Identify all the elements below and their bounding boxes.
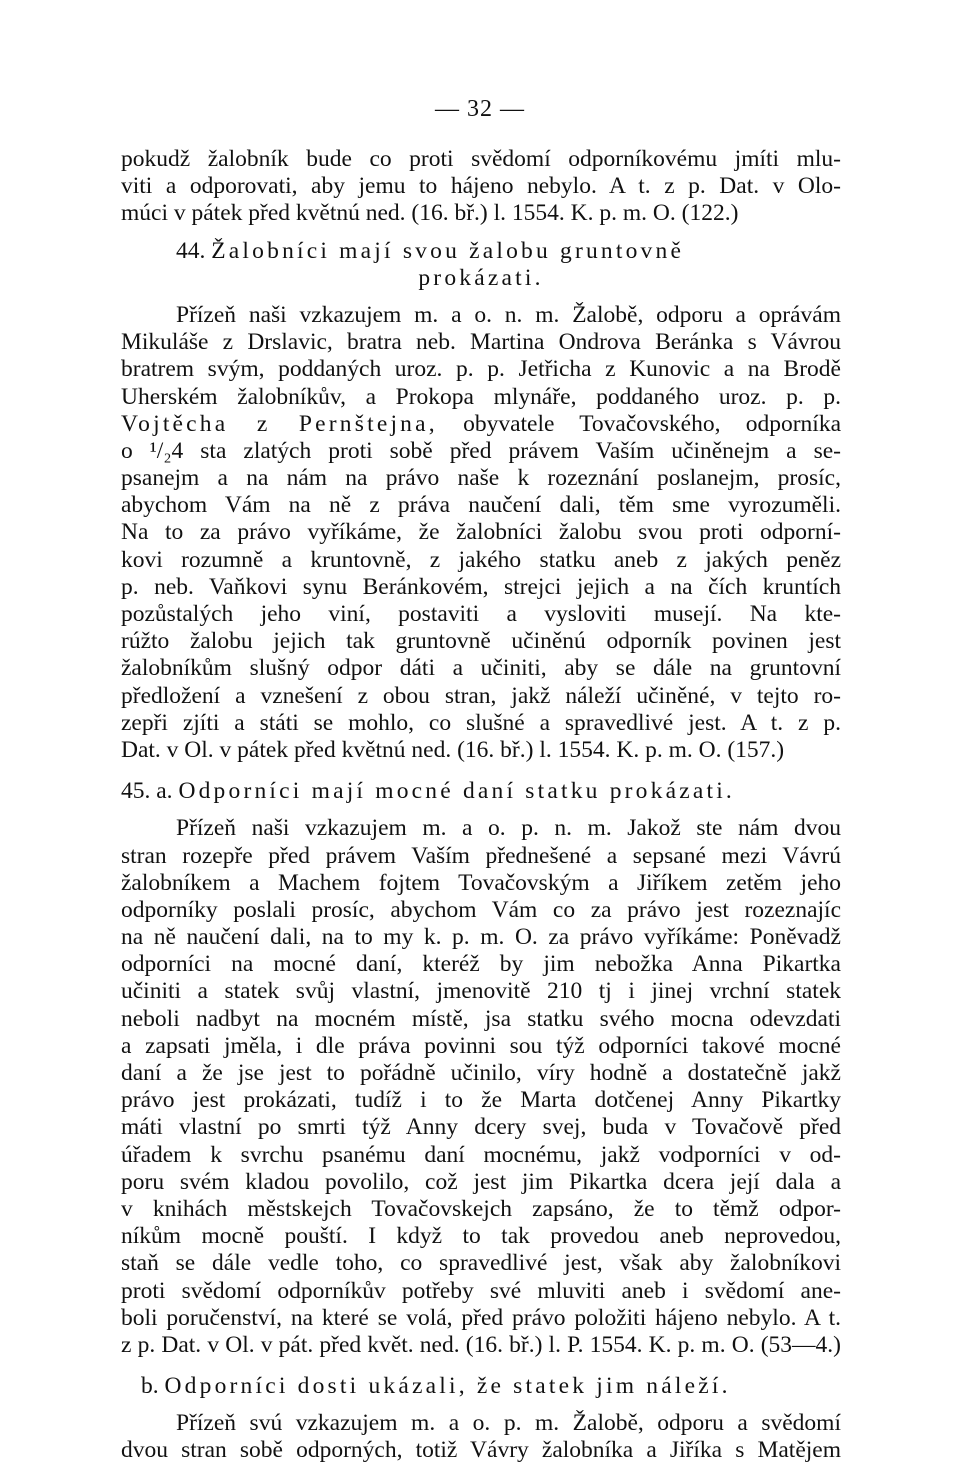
text-line: Uherském žalobníkův, a Prokopa mlynáře, poddaného uroz. p. p. [121,383,841,410]
section-heading-45b [121,1373,841,1400]
text-line: úřadem k svrchu psanému daní mocnému, jakž vodporníci v od- [121,1141,841,1168]
text-line: z p. Dat. v Ol. v pát. před květ. ned. (16. bř.) l. P. 1554. K. p. m. O. (53—4.) [121,1331,841,1358]
text-line: stran rozepře před právem Vaším přednešené a sepsané mezi Vávrú [121,842,841,869]
paragraph-45a [121,815,841,1359]
paragraph-45b [121,1410,841,1464]
text-line: viti a odporovati, aby jemu to hájeno nebylo. A t. z p. Dat. v Olo- [121,173,841,200]
text-line: v knihách městskejch Tovačovskejch zapsáno, že to těmž odpor- [121,1195,841,1222]
text-line: učiniti a statek svůj vlastní, jmenovitě 210 tj i jinej vrchní statek [121,978,841,1005]
text-line: předložení a vznešení z obou stran, jakž náleží učiněné, v tejto ro- [121,682,841,709]
paragraph-continuation [121,146,841,228]
text-line: žalobníkům slušný odpor dáti a učiniti, aby se dále na gruntovní [121,655,841,682]
text-line: právo jest prokázati, tudíž i to že Marta dotčenej Anny Pikartky [121,1087,841,1114]
text-line: na ně naučení dali, na to my k. p. m. O. za právo vyříkáme: Poněvadž [121,924,841,951]
text-line: máti vlastní po smrti týž Anny dcery svej, buda v Tovačově před [121,1114,841,1141]
section-title: Odporníci mají mocné daní statku prokázati. [178,778,735,805]
text-line: zepři zjíti a státi se mohlo, co slušné a spravedlivé jest. A t. z p. [121,709,841,736]
text-line: Mikuláše z Drslavic, bratra neb. Martina Ondrova Beránka s Vávrou [121,329,841,356]
text-line: staň se dále vedle toho, co spravedlivé jest, však aby žalobníkovi [121,1250,841,1277]
text-line: boli poručenství, na které se volá, před právo položiti hájeno nebylo. A t. [121,1304,841,1331]
text-line: pozůstalých jeho viní, postaviti a vysloviti musejí. Na kte- [121,601,841,627]
text-line: žalobníkem a Machem fojtem Tovačovským a Jiříkem zetěm jeho [121,869,841,896]
text-line: dvou stran sobě odporných, totiž Vávry žalobníka a Jiříka s Matějem [121,1437,841,1464]
text-line: Přízeň naši vzkazujem m. a o. p. n. m. Jakož ste nám dvou [176,815,841,842]
text-line: rúžto žalobu jejich tak gruntovně učiněnú odporník povinen jest [121,628,841,655]
text-line: abychom Vám na ně z práva naučení dali, těm sme vyrozuměli. [121,492,841,519]
text-line: psanejm a na nám na právo naše k rozeznání poslanejm, prosíc, [121,465,841,492]
text-line: pokudž žalobník bude co proti svědomí odporníkovému jmíti mlu- [121,146,841,172]
text-line: poru svém kladou povolilo, což jest jim Pikartka dcera její dala a [121,1168,841,1195]
section-number: 44. [176,237,206,264]
text-line: daní a že jse jest to pořádně učinilo, víry hodně a dostatečně jakž [121,1060,841,1086]
text-line: Přízeň naši vzkazujem m. a o. n. m. Žalobě, odporu a oprávám [176,301,841,328]
text-segment: obyvatele Tovačovského, odporníka [437,410,841,437]
text-line: odporníky poslali prosíc, abychom Vám co za právo jest rozeznajíc [121,896,841,923]
spaced-name: Vojtěcha z Pernštejna, [121,410,438,437]
text-line: p. neb. Vaňkovi synu Beránkovém, strejci jejich a na čích kruntích [121,573,841,600]
text-line: o ¹/₂4 sta zlatých proti sobě před právem Vaším učiněnejm a se- [121,437,841,464]
text-line: bratrem svým, poddaných uroz. p. p. Jetřicha z Kunovic a na Brodě [121,356,841,383]
section-heading-44 [121,238,841,292]
paragraph-44 [121,302,841,764]
text-line: Na to za právo vyříkáme, že žalobníci žalobu svou proti odporní- [121,519,841,546]
text-line: Přízeň svú vzkazujem m. a o. p. m. Žalobě, odporu a svědomí [176,1410,841,1437]
text-line: a zapsati jměla, i dle práva povinni sou týž odporníci takové mocné [121,1032,841,1059]
text-line: proti svědomí odporníkův potřeby své mluviti aneb i svědomí ane- [121,1277,841,1304]
section-title-continued: prokázati. [418,264,544,291]
section-heading-45a [121,778,841,805]
text-line [121,411,841,438]
page-number: — 32 — [435,96,525,122]
text-line: múci v pátek před květnú ned. (16. bř.) l. 1554. K. p. m. O. (122.) [121,200,739,227]
section-title: Žalobníci mají svou žalobu gruntovně [211,237,685,264]
section-title: Odporníci dosti ukázali, že statek jim náleží. [164,1373,731,1400]
section-number: 45. a. [121,778,173,805]
text-line: níkům mocně pouští. I když to tak provedou aneb neprovedou, [121,1223,841,1250]
text-line: neboli nadbyt na mocném místě, jsa statku svého mocna odevzdati [121,1005,841,1032]
text-line: kovi rozumně a kruntovně, z jakého statku aneb z jakých peněz [121,546,841,573]
text-line: odporníci na mocné daní, kteréž by jim nebožka Anna Pikartka [121,951,841,978]
text-column [121,146,841,1465]
text-line: Dat. v Ol. v pátek před květnú ned. (16. bř.) l. 1554. K. p. m. O. (157.) [121,736,785,763]
section-number: b. [141,1373,159,1400]
